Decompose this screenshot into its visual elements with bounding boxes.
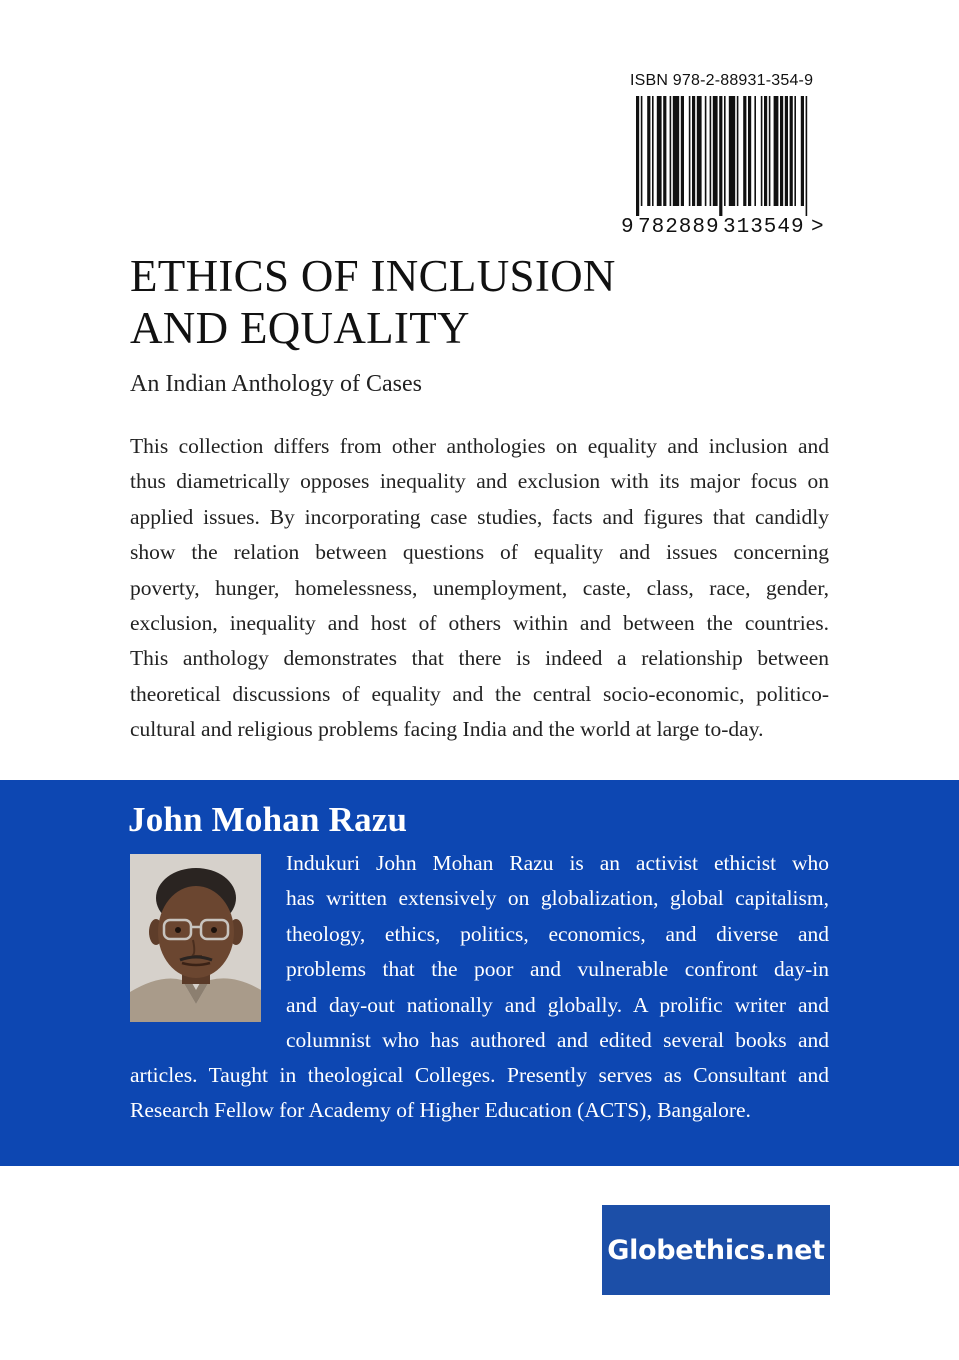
barcode-bar <box>743 96 746 206</box>
barcode-bar <box>697 96 702 206</box>
bio-line: Indukuri John Mohan Razu is an activist ethicist who <box>286 851 829 875</box>
blurb-line: This collection differs from other anthologies on equality and inclusion and <box>130 434 829 458</box>
bio-line: theology, ethics, politics, economics, and diverse and <box>286 921 829 946</box>
barcode <box>618 96 830 236</box>
blurb-line: poverty, hunger, homelessness, unemployment, caste, class, race, gender, <box>130 575 829 600</box>
barcode-bar <box>790 96 793 206</box>
blurb-line: theoretical discussions of equality and the central socio-economic, politico- <box>130 681 829 706</box>
barcode-bar <box>713 96 718 206</box>
barcode-bar <box>761 96 763 206</box>
barcode-digits-left: 782889 <box>638 216 720 236</box>
book-title <box>130 250 616 354</box>
barcode-bar <box>724 96 726 206</box>
blurb-line: This anthology demonstrates that there is indeed a relationship between <box>130 646 829 671</box>
blurb-line: show the relation between questions of equality and issues concerning <box>130 540 829 565</box>
barcode-bar <box>806 96 808 216</box>
author-bio-full-width <box>130 1058 829 1129</box>
publisher-logo <box>602 1205 830 1295</box>
isbn-label: ISBN 978-2-88931-354-9 <box>630 72 814 89</box>
author-photo <box>130 854 261 1022</box>
isbn-barcode-block <box>618 70 830 240</box>
book-title-line1: ETHICS OF INCLUSION <box>130 251 616 301</box>
barcode-bar <box>754 96 756 206</box>
barcode-bar <box>774 96 779 206</box>
barcode-bar <box>785 96 788 206</box>
barcode-digits-right: 313549 <box>723 216 805 236</box>
barcode-digit-lead: 9 <box>621 216 634 236</box>
barcode-bar <box>670 96 672 206</box>
barcode-bar <box>719 96 722 216</box>
author-name: John Mohan Razu <box>128 800 408 839</box>
author-bio-wrapped <box>286 846 829 1058</box>
back-cover-blurb <box>130 429 829 748</box>
barcode-bar <box>710 96 712 206</box>
barcode-bar <box>764 96 767 206</box>
bio-line: problems that the poor and vulnerable confront day-in <box>286 957 829 982</box>
barcode-bar <box>729 96 735 206</box>
blurb-line: thus diametrically opposes inequality and exclusion with its major focus on <box>130 469 829 494</box>
barcode-bar <box>681 96 684 206</box>
bio-line: and day-out nationally and globally. A prolific writer and <box>286 992 829 1017</box>
barcode-bar <box>657 96 662 206</box>
bio-line: has written extensively on globalization, global capitalism, <box>286 886 829 911</box>
blurb-line: cultural and religious problems facing India and the world at large to-day. <box>130 717 764 742</box>
barcode-bar <box>636 96 639 216</box>
barcode-bar <box>705 96 707 206</box>
barcode-bar <box>689 96 691 206</box>
barcode-bar <box>794 96 796 206</box>
barcode-bar <box>737 96 739 206</box>
bio-line: columnist who has authored and edited several books and <box>286 1028 829 1053</box>
barcode-bar <box>769 96 771 206</box>
barcode-bar <box>641 96 643 206</box>
barcode-bar <box>780 96 783 206</box>
barcode-bar <box>748 96 751 206</box>
barcode-bar <box>801 96 804 206</box>
bio-line: Research Fellow for Academy of Higher Education (ACTS), Bangalore. <box>130 1098 751 1123</box>
blurb-line: exclusion, inequality and host of others within and between the countries. <box>130 611 829 636</box>
barcode-bar <box>663 96 666 206</box>
publisher-logo-text: Globethics.net <box>607 1234 825 1266</box>
barcode-bar <box>647 96 650 206</box>
author-section <box>0 780 959 1166</box>
book-subtitle: An Indian Anthology of Cases <box>130 371 422 397</box>
book-title-line2: AND EQUALITY <box>130 303 470 353</box>
bio-line: articles. Taught in theological Colleges. Presently serves as Consultant and <box>130 1063 829 1087</box>
barcode-bar <box>673 96 679 206</box>
blurb-line: applied issues. By incorporating case studies, facts and figures that candidly <box>130 504 829 529</box>
barcode-arrow: > <box>811 216 824 236</box>
barcode-bar <box>692 96 695 206</box>
barcode-bar <box>652 96 654 206</box>
